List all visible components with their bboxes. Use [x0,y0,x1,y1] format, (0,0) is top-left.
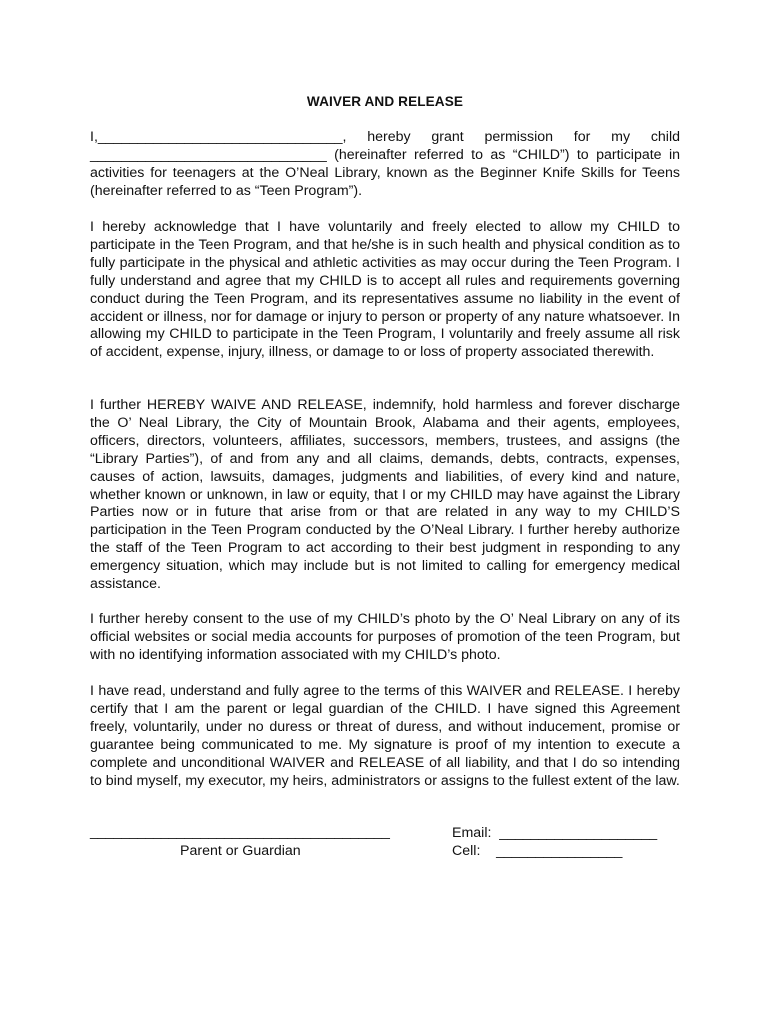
signature-label: Parent or Guardian [180,843,301,859]
cell-field: Cell: ________________ [452,843,623,859]
email-field: Email: ____________________ [452,825,658,841]
document-title: WAIVER AND RELEASE [306,94,464,109]
paragraph-acknowledgement: I hereby acknowledge that I have voluntarily and freely elected to allow my CHILD to participate in the Teen Program, and that he/she is in such health and physical condition as to fully participate in the physical and athletic activities as may occur during the Teen Program. I fully understand and agree that my CHILD is to accept all rules and requirements governing conduct during the Teen Program, and its representatives assume no liability in the event of accident or illness, nor for damage or injury to person or property of any nature whatsoever. In allowing my CHILD to participate in the Teen Program, I voluntarily and freely assume all risk of accident, expense, injury, illness, or damage to or loss of property associated therewith. [90,219,680,361]
paragraph-photo-consent: I further hereby consent to the use of my CHILD’s photo by the O’ Neal Library on any of its official websites or social media accounts for purposes of promotion of the teen Program, but with no identifying information associated with my CHILD’s photo. [90,611,680,663]
paragraph-certification: I have read, understand and fully agree to the terms of this WAIVER and RELEASE. I hereby certify that I am the parent or legal guardian of the CHILD. I have signed this Agreement freely, voluntarily, under no duress or threat of duress, and without inducement, promise or guarantee being communicated to me. My signature is proof of my intention to execute a complete and unconditional WAIVER and RELEASE of all liability, and that I do so intending to bind myself, my executor, my heirs, administrators or assigns to the fullest extent of the law. [90,683,680,789]
signature-line: ______________________________________ [90,824,390,840]
paragraph-permission: I,_______________________________, hereby grant permission for my child ______________________________ (hereinafter referred to as “CHILD”) to participate in activities for teenagers at the O’Neal Library, known as the Beginner Knife Skills for Teens (hereinafter referred to as “Teen Program”). [90,129,680,199]
paragraph-waiver: I further HEREBY WAIVE AND RELEASE, indemnify, hold harmless and forever discharge the O’ Neal Library, the City of Mountain Brook, Alabama and their agents, employees, officers, directors, volunteers, affiliates, successors, members, trustees, and assigns (the “Library Parties”), of and from any and all claims, demands, debts, contracts, expenses, causes of action, lawsuits, damages, judgments and liabilities, of every kind and nature, whether known or unknown, in law or equity, that I or my CHILD may have against the Library Parties now or in future that arise from or that are related in any way to my CHILD’S participation in the Teen Program conducted by the O’Neal Library. I further hereby authorize the staff of the Teen Program to act according to their best judgment in responding to any emergency situation, which may include but is not limited to calling for emergency medical assistance. [90,397,680,593]
